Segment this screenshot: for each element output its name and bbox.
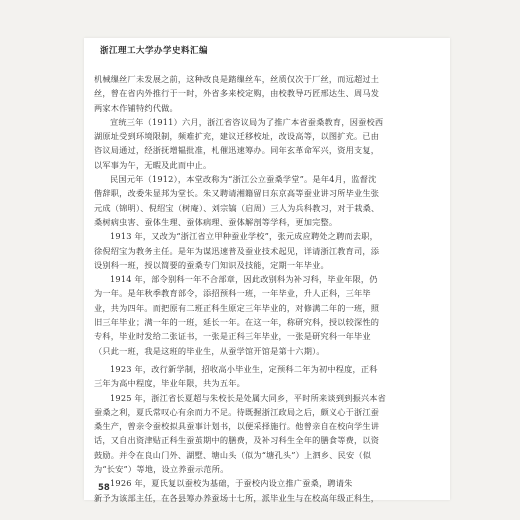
text-line: 1923 年，改行新学制，招收高小毕业生，定预科二年为初中程度，正科	[110, 363, 378, 374]
text-line: 元成（锦明）、倪绍宝（树庵）、刘宗镐（启周）三人为兵科教习，对于栽桑、	[94, 202, 380, 213]
text-line: 1913 年，又改为“浙江省立甲种蚕业学校”，张元成应聘处之聘而去职，	[110, 231, 379, 242]
text-line: 桑生产，曾亲令蚕校拟具蚕事计划书，以便采择施行。他曾亲自在校向学生讲	[94, 421, 380, 432]
text-line: 丝，曾在省内外推行于一时，外省多来校定购，由校教导巧匠邢达生、周马发	[94, 88, 380, 99]
text-line: 话，又自出资津贴正科生蚕茧期中的膳费，及补习科生全年的膳食等费，以资	[94, 435, 380, 446]
text-line: 两家木作铺特约代做。	[94, 102, 178, 113]
text-line: 专科，毕业时发给二张证书，一张是正科三年毕业，一张是研究科一年毕业	[94, 331, 371, 342]
text-line: 为一年。是年秋季教育部令，添招预科一班，一年毕业，升人正科，三年毕	[94, 288, 371, 299]
text-line: 以军事为午，无暇及此而中止。	[94, 159, 212, 170]
text-line: 三年为高中程度，毕业年限，共为五年。	[94, 378, 245, 389]
page-number: 58	[98, 483, 110, 493]
text-line: 桑树病虫害、蚕体生理、蚕体病理、蚕体解剖等学科，更加完整。	[94, 216, 338, 227]
text-line: 咨议局通过，经浙抚增韫批准，札催迅速筹办。同年玄革命军兴，资用支复，	[94, 145, 380, 156]
text-line: 业，共为四年。而把原有二班正科生原定三年毕业的，对修满二年的一班，照	[94, 302, 380, 313]
text-line: 1926 年，夏氏复以蚕校为基础，于蚕校内设立推广蚕桑，聘请朱	[110, 478, 353, 489]
body-text	[94, 72, 442, 505]
text-line: 为“长安”）等地，设立养蚕示范所。	[94, 464, 229, 475]
text-line: 1925 年，浙江省长夏超与朱校长是处属大同乡，平时所来谈到到振兴本省	[110, 392, 387, 403]
text-line: 1914 年，部令别科一年不合部章，因此改别科为补习科，毕业年限，仍	[110, 274, 378, 285]
running-head: 浙江理工大学办学史料汇编	[100, 46, 209, 56]
text-line: 徐倪绍宝为教务主任。是年为谋迅速普及蚕业技术起见，详请浙江教育司，添	[94, 245, 380, 256]
text-line: 机械缫丝厂未发展之前，这种改良是踏缫丝车，丝质仅次于厂丝，而远超过土	[94, 74, 380, 84]
text-line: 湖原址受到环境限制，频难扩充，建议迁移校址，改设高等，以图扩充。已由	[94, 131, 380, 142]
text-line: 偕辞职，改委朱显邦为堂长。朱又聘请湘籍留日东京高等蚕业讲习所毕业生张	[94, 188, 380, 199]
text-line: 鼓励。并令在良山门外、湖墅、塘山头（似为“塘孔头”）上泗乡、民安（似	[94, 449, 372, 460]
text-line: （只此一班，我是这班的毕业生，从蚕学馆开馆是第十六期）。	[94, 345, 325, 356]
text-line: 旧三年毕业；满一年的一班，延长一年。在这一年，称研究科，授以较深性的	[94, 317, 380, 328]
text-line: 蚕桑之利，夏氏常叹心有余而力不足。待既握浙江政局之后，颇义心于浙江蚕	[94, 406, 380, 417]
text-line: 设别科一班，授以简要的蚕桑专门知识及技能，定期一年毕业。	[94, 259, 329, 270]
book-page	[84, 38, 450, 503]
text-line: 宣统三年（1911）六月，浙江省咨议局为了推广本省蚕桑教育，因蚕校西	[110, 116, 384, 127]
text-line: 民国元年（1912），本堂改称为“浙江公立蚕桑学堂”。是年4月，监督沈	[110, 174, 377, 185]
text-line: 新予为该部主任，在各县筹办养蚕场十七所，派毕业生与在校高年级正科生，	[94, 492, 380, 503]
